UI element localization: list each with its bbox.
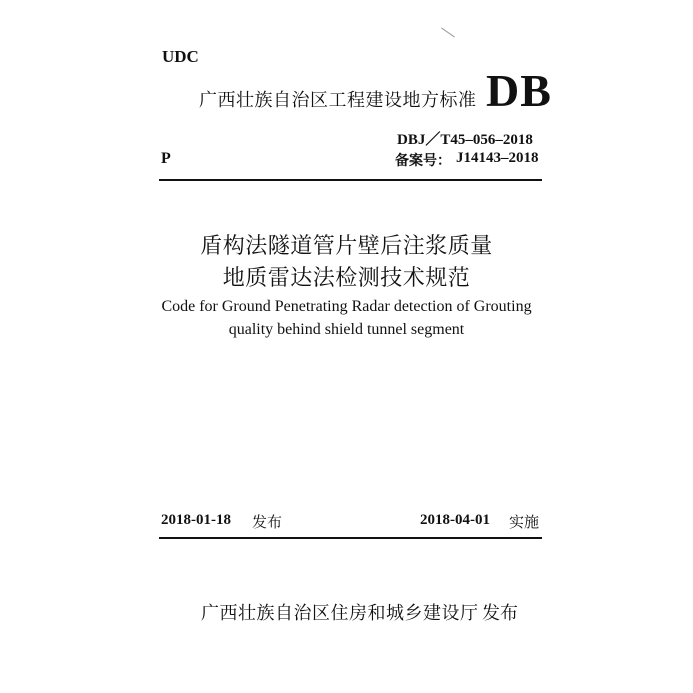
implementation-label: 实施: [509, 513, 540, 531]
standard-number: DBJ／T45–056–2018: [397, 132, 533, 148]
implementation-date: 2018-04-01: [420, 512, 490, 528]
title-en-line2: quality behind shield tunnel segment: [228, 321, 465, 338]
title-cn-line2: 地质雷达法检测技术规范: [222, 266, 471, 291]
db-mark: DB: [486, 65, 552, 116]
issue-label: 发布: [252, 513, 283, 531]
region-standard-title: 广西壮族自治区工程建设地方标准: [199, 90, 477, 111]
top-divider: [159, 179, 542, 181]
issue-date: 2018-01-18: [161, 512, 231, 528]
scan-mark: [441, 28, 455, 38]
bottom-divider: [159, 537, 542, 539]
udc-label: UDC: [162, 47, 199, 66]
publisher-name: 广西壮族自治区住房和城乡建设厅: [201, 603, 479, 624]
title-cn-line1: 盾构法隧道管片壁后注浆质量: [200, 234, 493, 259]
title-en-line1: Code for Ground Penetrating Radar detection of Grouting: [161, 298, 532, 315]
record-label: 备案号：: [395, 153, 451, 169]
record-number: J14143–2018: [456, 150, 539, 166]
publish-label: 发布: [482, 603, 518, 624]
category-code: P: [161, 150, 171, 167]
